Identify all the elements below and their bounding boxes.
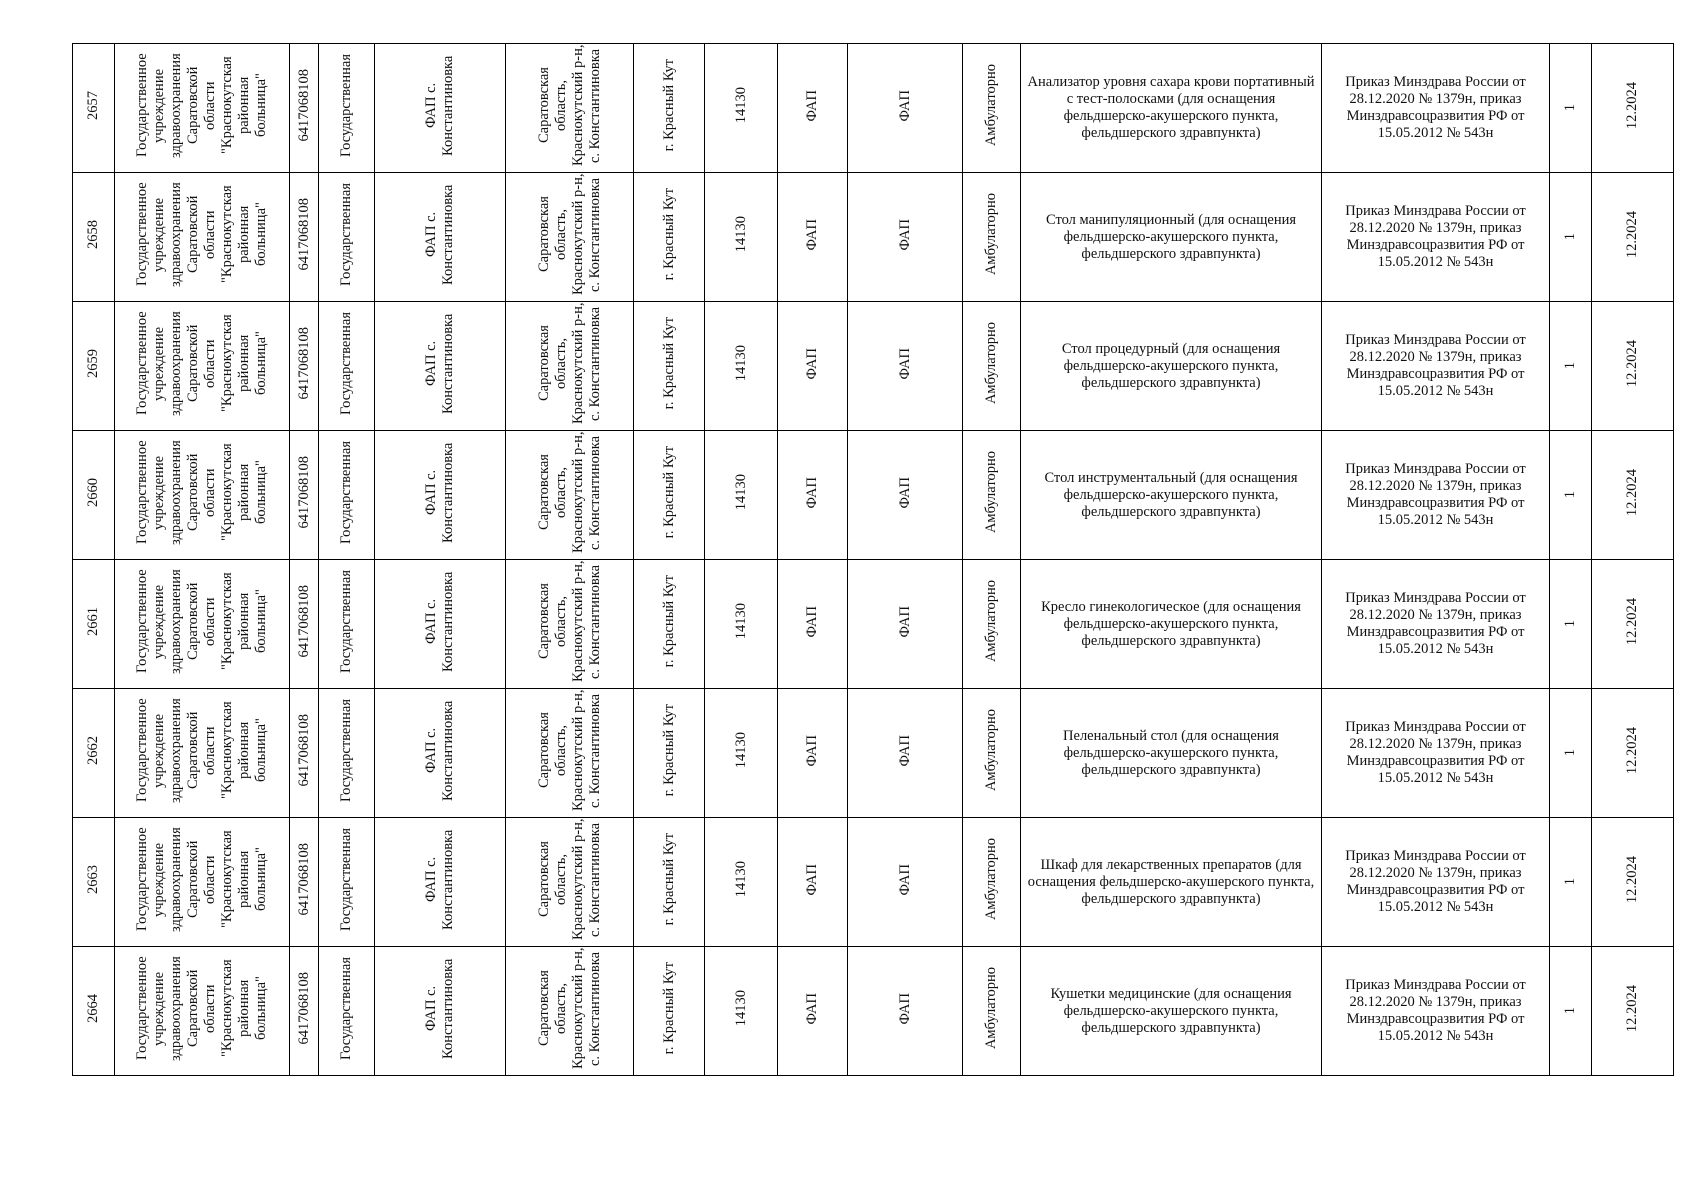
cell-basis bbox=[1322, 689, 1550, 818]
cell-type-1 bbox=[778, 689, 848, 818]
unit-code: 14130 bbox=[732, 861, 749, 898]
unit-type: ФАП bbox=[804, 347, 820, 380]
unit-subtype: ФАП bbox=[896, 734, 913, 767]
table-row bbox=[73, 431, 1674, 560]
equipment-name: Пеленальный стол (для оснащения фельдшерско-акушерского пункта, фельдшерского здравпункта) bbox=[1063, 727, 1279, 778]
cell-address bbox=[506, 689, 634, 818]
cell-type-1 bbox=[778, 44, 848, 173]
unit-type: ФАП bbox=[804, 863, 820, 896]
unit-code: 14130 bbox=[732, 87, 749, 124]
quantity: 1 bbox=[1562, 233, 1578, 241]
row-number: 2657 bbox=[85, 91, 101, 120]
cell-unit bbox=[375, 302, 506, 431]
cell-date bbox=[1592, 818, 1674, 947]
quantity: 1 bbox=[1562, 491, 1578, 499]
unit-address: Саратовская область, Краснокутский р-н, с. Константиновка bbox=[535, 689, 603, 812]
cell-ownership bbox=[319, 689, 375, 818]
row-number: 2659 bbox=[85, 349, 101, 378]
table-row bbox=[73, 44, 1674, 173]
cell-city bbox=[634, 173, 705, 302]
inn-code: 6417068108 bbox=[295, 69, 312, 142]
cell-quantity bbox=[1550, 947, 1592, 1076]
cell-equipment bbox=[1021, 173, 1322, 302]
city-name: г. Красный Кут bbox=[660, 446, 677, 539]
cell-unit bbox=[375, 947, 506, 1076]
cell-inn bbox=[290, 560, 319, 689]
cell-type-2 bbox=[848, 689, 963, 818]
inn-code: 6417068108 bbox=[295, 972, 312, 1045]
unit-address: Саратовская область, Краснокутский р-н, с. Константиновка bbox=[535, 947, 603, 1070]
due-date: 12.2024 bbox=[1624, 984, 1640, 1033]
unit-name: ФАП с. Константиновка bbox=[423, 55, 456, 156]
legal-basis: Приказ Минздрава России от 28.12.2020 № 1379н, приказ Минздравсоцразвития РФ от 15.05.2012 № 543н bbox=[1345, 590, 1526, 657]
cell-type-1 bbox=[778, 173, 848, 302]
cell-city bbox=[634, 560, 705, 689]
unit-type: ФАП bbox=[804, 218, 820, 251]
unit-subtype: ФАП bbox=[896, 476, 913, 509]
cell-address bbox=[506, 44, 634, 173]
unit-code: 14130 bbox=[732, 216, 749, 253]
cell-unit bbox=[375, 818, 506, 947]
cell-equipment bbox=[1021, 689, 1322, 818]
cell-inn bbox=[290, 947, 319, 1076]
table-row bbox=[73, 818, 1674, 947]
cell-inn bbox=[290, 302, 319, 431]
cell-care bbox=[963, 818, 1021, 947]
due-date: 12.2024 bbox=[1624, 468, 1640, 517]
unit-code: 14130 bbox=[732, 990, 749, 1027]
cell-basis bbox=[1322, 173, 1550, 302]
cell-code bbox=[705, 302, 778, 431]
row-number: 2661 bbox=[85, 607, 101, 636]
organization-name: Государственное учреждение здравоохранения Саратовской области "Краснокутская районная больница" bbox=[134, 440, 269, 545]
inn-code: 6417068108 bbox=[295, 843, 312, 916]
cell-quantity bbox=[1550, 560, 1592, 689]
due-date: 12.2024 bbox=[1624, 81, 1640, 130]
quantity: 1 bbox=[1562, 104, 1578, 112]
care-condition: Амбулаторно bbox=[983, 193, 999, 276]
cell-unit bbox=[375, 560, 506, 689]
unit-address: Саратовская область, Краснокутский р-н, с. Константиновка bbox=[535, 818, 603, 941]
care-condition: Амбулаторно bbox=[983, 838, 999, 921]
row-number: 2664 bbox=[85, 994, 101, 1023]
equipment-register-sheet bbox=[72, 43, 1673, 1070]
ownership-form: Государственная bbox=[338, 312, 354, 415]
cell-city bbox=[634, 689, 705, 818]
unit-name: ФАП с. Константиновка bbox=[423, 958, 456, 1059]
ownership-form: Государственная bbox=[338, 570, 354, 673]
cell-city bbox=[634, 431, 705, 560]
legal-basis: Приказ Минздрава России от 28.12.2020 № 1379н, приказ Минздравсоцразвития РФ от 15.05.2012 № 543н bbox=[1345, 74, 1526, 141]
cell-care bbox=[963, 44, 1021, 173]
inn-code: 6417068108 bbox=[295, 585, 312, 658]
cell-quantity bbox=[1550, 302, 1592, 431]
legal-basis: Приказ Минздрава России от 28.12.2020 № 1379н, приказ Минздравсоцразвития РФ от 15.05.2012 № 543н bbox=[1345, 332, 1526, 399]
equipment-name: Кушетки медицинские (для оснащения фельдшерско-акушерского пункта, фельдшерского здравпункта) bbox=[1050, 985, 1292, 1036]
legal-basis: Приказ Минздрава России от 28.12.2020 № 1379н, приказ Минздравсоцразвития РФ от 15.05.2012 № 543н bbox=[1345, 848, 1526, 915]
unit-type: ФАП bbox=[804, 89, 820, 122]
cell-unit bbox=[375, 689, 506, 818]
city-name: г. Красный Кут bbox=[660, 59, 677, 152]
table-row bbox=[73, 560, 1674, 689]
unit-name: ФАП с. Константиновка bbox=[423, 184, 456, 285]
unit-address: Саратовская область, Краснокутский р-н, с. Константиновка bbox=[535, 431, 603, 554]
organization-name: Государственное учреждение здравоохранения Саратовской области "Краснокутская районная больница" bbox=[134, 827, 269, 932]
cell-date bbox=[1592, 302, 1674, 431]
cell-basis bbox=[1322, 560, 1550, 689]
city-name: г. Красный Кут bbox=[660, 833, 677, 926]
equipment-name: Стол манипуляционный (для оснащения фельдшерско-акушерского пункта, фельдшерского здравпункта) bbox=[1045, 211, 1297, 262]
cell-city bbox=[634, 302, 705, 431]
cell-care bbox=[963, 560, 1021, 689]
cell-basis bbox=[1322, 947, 1550, 1076]
cell-date bbox=[1592, 173, 1674, 302]
cell-address bbox=[506, 947, 634, 1076]
table-row bbox=[73, 689, 1674, 818]
unit-code: 14130 bbox=[732, 603, 749, 640]
cell-code bbox=[705, 947, 778, 1076]
cell-unit bbox=[375, 44, 506, 173]
cell-code bbox=[705, 560, 778, 689]
legal-basis: Приказ Минздрава России от 28.12.2020 № 1379н, приказ Минздравсоцразвития РФ от 15.05.2012 № 543н bbox=[1345, 461, 1526, 528]
cell-number bbox=[73, 947, 115, 1076]
due-date: 12.2024 bbox=[1624, 210, 1640, 259]
city-name: г. Красный Кут bbox=[660, 962, 677, 1055]
equipment-name: Анализатор уровня сахара крови портативный с тест-полосками (для оснащения фельдшерско-акушерского пункта, фельдшерского здравпункта) bbox=[1027, 74, 1315, 141]
cell-number bbox=[73, 560, 115, 689]
cell-code bbox=[705, 689, 778, 818]
cell-date bbox=[1592, 947, 1674, 1076]
care-condition: Амбулаторно bbox=[983, 580, 999, 663]
due-date: 12.2024 bbox=[1624, 855, 1640, 904]
due-date: 12.2024 bbox=[1624, 339, 1640, 388]
cell-code bbox=[705, 818, 778, 947]
table-row bbox=[73, 173, 1674, 302]
table-row bbox=[73, 302, 1674, 431]
care-condition: Амбулаторно bbox=[983, 322, 999, 405]
cell-equipment bbox=[1021, 818, 1322, 947]
legal-basis: Приказ Минздрава России от 28.12.2020 № 1379н, приказ Минздравсоцразвития РФ от 15.05.2012 № 543н bbox=[1345, 719, 1526, 786]
ownership-form: Государственная bbox=[338, 54, 354, 157]
cell-city bbox=[634, 44, 705, 173]
cell-date bbox=[1592, 560, 1674, 689]
unit-code: 14130 bbox=[732, 345, 749, 382]
unit-subtype: ФАП bbox=[896, 605, 913, 638]
cell-number bbox=[73, 431, 115, 560]
care-condition: Амбулаторно bbox=[983, 967, 999, 1050]
unit-type: ФАП bbox=[804, 605, 820, 638]
city-name: г. Красный Кут bbox=[660, 704, 677, 797]
unit-code: 14130 bbox=[732, 474, 749, 511]
cell-code bbox=[705, 173, 778, 302]
cell-inn bbox=[290, 818, 319, 947]
cell-type-2 bbox=[848, 818, 963, 947]
cell-number bbox=[73, 44, 115, 173]
cell-equipment bbox=[1021, 431, 1322, 560]
equipment-name: Стол инструментальный (для оснащения фельдшерско-акушерского пункта, фельдшерского здравпункта) bbox=[1044, 469, 1298, 520]
unit-name: ФАП с. Константиновка bbox=[423, 442, 456, 543]
organization-name: Государственное учреждение здравоохранения Саратовской области "Краснокутская районная больница" bbox=[134, 53, 269, 158]
cell-type-2 bbox=[848, 947, 963, 1076]
cell-number bbox=[73, 173, 115, 302]
unit-name: ФАП с. Константиновка bbox=[423, 829, 456, 930]
row-number: 2658 bbox=[85, 220, 101, 249]
unit-address: Саратовская область, Краснокутский р-н, с. Константиновка bbox=[535, 44, 603, 167]
cell-quantity bbox=[1550, 689, 1592, 818]
equipment-name: Кресло гинекологическое (для оснащения фельдшерско-акушерского пункта, фельдшерского здравпункта) bbox=[1041, 598, 1301, 649]
cell-city bbox=[634, 818, 705, 947]
inn-code: 6417068108 bbox=[295, 198, 312, 271]
due-date: 12.2024 bbox=[1624, 597, 1640, 646]
cell-care bbox=[963, 947, 1021, 1076]
care-condition: Амбулаторно bbox=[983, 64, 999, 147]
cell-address bbox=[506, 560, 634, 689]
organization-name: Государственное учреждение здравоохранения Саратовской области "Краснокутская районная больница" bbox=[134, 311, 269, 416]
unit-name: ФАП с. Константиновка bbox=[423, 571, 456, 672]
cell-equipment bbox=[1021, 44, 1322, 173]
row-number: 2660 bbox=[85, 478, 101, 507]
cell-number bbox=[73, 302, 115, 431]
quantity: 1 bbox=[1562, 878, 1578, 886]
unit-subtype: ФАП bbox=[896, 347, 913, 380]
ownership-form: Государственная bbox=[338, 699, 354, 802]
cell-organization bbox=[115, 689, 290, 818]
cell-inn bbox=[290, 689, 319, 818]
cell-type-2 bbox=[848, 431, 963, 560]
due-date: 12.2024 bbox=[1624, 726, 1640, 775]
unit-address: Саратовская область, Краснокутский р-н, с. Константиновка bbox=[535, 173, 603, 296]
inn-code: 6417068108 bbox=[295, 456, 312, 529]
cell-address bbox=[506, 302, 634, 431]
cell-unit bbox=[375, 431, 506, 560]
unit-subtype: ФАП bbox=[896, 89, 913, 122]
cell-code bbox=[705, 44, 778, 173]
cell-type-1 bbox=[778, 947, 848, 1076]
quantity: 1 bbox=[1562, 620, 1578, 628]
care-condition: Амбулаторно bbox=[983, 451, 999, 534]
cell-care bbox=[963, 689, 1021, 818]
quantity: 1 bbox=[1562, 362, 1578, 370]
cell-organization bbox=[115, 560, 290, 689]
equipment-name: Шкаф для лекарственных препаратов (для оснащения фельдшерско-акушерского пункта, фельдшерского здравпункта) bbox=[1027, 856, 1315, 907]
unit-name: ФАП с. Константиновка bbox=[423, 700, 456, 801]
legal-basis: Приказ Минздрава России от 28.12.2020 № 1379н, приказ Минздравсоцразвития РФ от 15.05.2012 № 543н bbox=[1345, 203, 1526, 270]
cell-basis bbox=[1322, 302, 1550, 431]
cell-code bbox=[705, 431, 778, 560]
cell-ownership bbox=[319, 947, 375, 1076]
unit-address: Саратовская область, Краснокутский р-н, с. Константиновка bbox=[535, 302, 603, 425]
quantity: 1 bbox=[1562, 1007, 1578, 1015]
cell-number bbox=[73, 689, 115, 818]
cell-ownership bbox=[319, 818, 375, 947]
legal-basis: Приказ Минздрава России от 28.12.2020 № 1379н, приказ Минздравсоцразвития РФ от 15.05.2012 № 543н bbox=[1345, 977, 1526, 1044]
cell-organization bbox=[115, 302, 290, 431]
row-number: 2662 bbox=[85, 736, 101, 765]
table-row bbox=[73, 947, 1674, 1076]
cell-date bbox=[1592, 431, 1674, 560]
cell-type-1 bbox=[778, 431, 848, 560]
cell-type-2 bbox=[848, 560, 963, 689]
organization-name: Государственное учреждение здравоохранения Саратовской области "Краснокутская районная больница" bbox=[134, 956, 269, 1061]
cell-care bbox=[963, 431, 1021, 560]
quantity: 1 bbox=[1562, 749, 1578, 757]
unit-address: Саратовская область, Краснокутский р-н, с. Константиновка bbox=[535, 560, 603, 683]
cell-ownership bbox=[319, 431, 375, 560]
unit-subtype: ФАП bbox=[896, 863, 913, 896]
unit-type: ФАП bbox=[804, 734, 820, 767]
unit-subtype: ФАП bbox=[896, 992, 913, 1025]
cell-inn bbox=[290, 44, 319, 173]
city-name: г. Красный Кут bbox=[660, 317, 677, 410]
cell-care bbox=[963, 302, 1021, 431]
cell-inn bbox=[290, 431, 319, 560]
cell-city bbox=[634, 947, 705, 1076]
cell-type-2 bbox=[848, 302, 963, 431]
inn-code: 6417068108 bbox=[295, 714, 312, 787]
table-body bbox=[73, 44, 1674, 1076]
row-number: 2663 bbox=[85, 865, 101, 894]
organization-name: Государственное учреждение здравоохранения Саратовской области "Краснокутская районная больница" bbox=[134, 698, 269, 803]
cell-number bbox=[73, 818, 115, 947]
city-name: г. Красный Кут bbox=[660, 188, 677, 281]
cell-equipment bbox=[1021, 947, 1322, 1076]
cell-date bbox=[1592, 44, 1674, 173]
unit-type: ФАП bbox=[804, 992, 820, 1025]
cell-type-1 bbox=[778, 302, 848, 431]
unit-code: 14130 bbox=[732, 732, 749, 769]
equipment-name: Стол процедурный (для оснащения фельдшерско-акушерского пункта, фельдшерского здравпункта) bbox=[1061, 340, 1281, 391]
cell-equipment bbox=[1021, 302, 1322, 431]
cell-organization bbox=[115, 431, 290, 560]
ownership-form: Государственная bbox=[338, 183, 354, 286]
cell-quantity bbox=[1550, 44, 1592, 173]
ownership-form: Государственная bbox=[338, 957, 354, 1060]
ownership-form: Государственная bbox=[338, 828, 354, 931]
inn-code: 6417068108 bbox=[295, 327, 312, 400]
cell-inn bbox=[290, 173, 319, 302]
cell-basis bbox=[1322, 818, 1550, 947]
cell-ownership bbox=[319, 560, 375, 689]
cell-ownership bbox=[319, 173, 375, 302]
cell-quantity bbox=[1550, 173, 1592, 302]
cell-organization bbox=[115, 947, 290, 1076]
cell-type-1 bbox=[778, 818, 848, 947]
cell-address bbox=[506, 818, 634, 947]
cell-type-2 bbox=[848, 44, 963, 173]
cell-unit bbox=[375, 173, 506, 302]
organization-name: Государственное учреждение здравоохранения Саратовской области "Краснокутская районная больница" bbox=[134, 182, 269, 287]
equipment-register-table bbox=[72, 43, 1674, 1076]
unit-type: ФАП bbox=[804, 476, 820, 509]
cell-date bbox=[1592, 689, 1674, 818]
cell-quantity bbox=[1550, 431, 1592, 560]
cell-organization bbox=[115, 44, 290, 173]
ownership-form: Государственная bbox=[338, 441, 354, 544]
cell-type-1 bbox=[778, 560, 848, 689]
city-name: г. Красный Кут bbox=[660, 575, 677, 668]
unit-subtype: ФАП bbox=[896, 218, 913, 251]
cell-ownership bbox=[319, 44, 375, 173]
cell-basis bbox=[1322, 44, 1550, 173]
cell-address bbox=[506, 173, 634, 302]
care-condition: Амбулаторно bbox=[983, 709, 999, 792]
cell-address bbox=[506, 431, 634, 560]
cell-organization bbox=[115, 818, 290, 947]
cell-basis bbox=[1322, 431, 1550, 560]
cell-ownership bbox=[319, 302, 375, 431]
cell-care bbox=[963, 173, 1021, 302]
cell-quantity bbox=[1550, 818, 1592, 947]
cell-organization bbox=[115, 173, 290, 302]
cell-equipment bbox=[1021, 560, 1322, 689]
unit-name: ФАП с. Константиновка bbox=[423, 313, 456, 414]
organization-name: Государственное учреждение здравоохранения Саратовской области "Краснокутская районная больница" bbox=[134, 569, 269, 674]
cell-type-2 bbox=[848, 173, 963, 302]
